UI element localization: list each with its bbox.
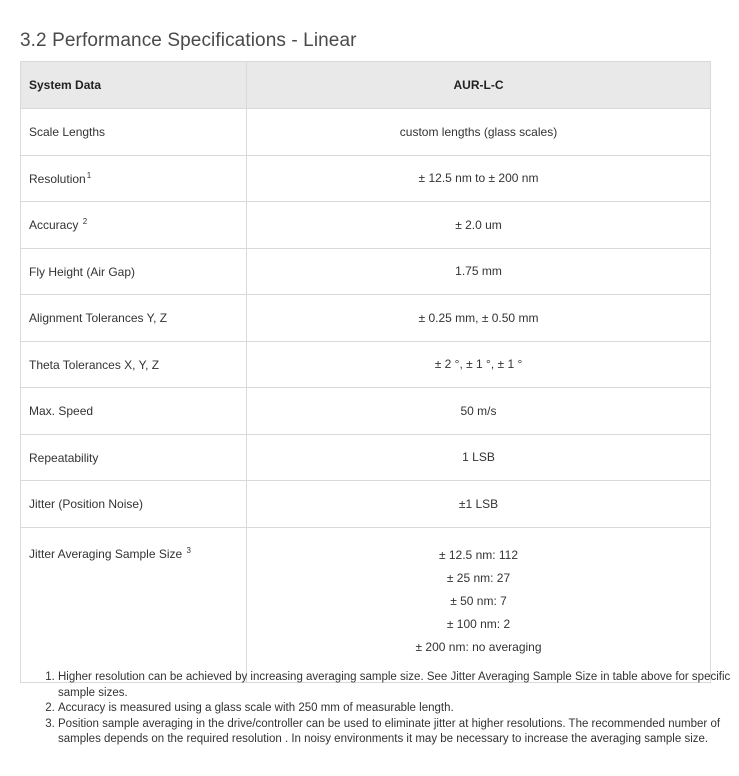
row-value: 50 m/s [247, 388, 711, 435]
footnote-ref: 1 [86, 170, 92, 180]
table-row [21, 434, 711, 481]
sample-size-entry: ± 25 nm: 27 [446, 570, 511, 585]
row-label: Scale Lengths [21, 109, 247, 156]
header-row [21, 62, 711, 109]
row-value: ± 12.5 nm to ± 200 nm [247, 155, 711, 202]
row-value: 1.75 mm [247, 248, 711, 295]
footnote-ref: 3 [186, 545, 191, 555]
table-row-jitter-averaging [21, 527, 711, 682]
table-row [21, 202, 711, 249]
sample-size-entry: ± 50 nm: 7 [450, 593, 507, 608]
table-row [21, 248, 711, 295]
footnote-ref: 2 [82, 217, 88, 227]
row-value: 1 LSB [247, 434, 711, 481]
row-value: ±1 LSB [247, 481, 711, 528]
footnotes-list [20, 670, 738, 748]
row-label: Resolution$^1$ [21, 155, 247, 202]
footnote: 2. Accuracy is measured using a glass scale with 250 mm of measurable length. [58, 701, 738, 717]
row-label: Accuracy $^2$ [21, 202, 247, 249]
footnote: 1. Higher resolution can be achieved by increasing averaging sample size. See Jitter Averaging Sample Size in table above for specific sample sizes. [58, 670, 738, 701]
header-system-data: System Data [21, 62, 247, 109]
sample-size-entry: ± 200 nm: no averaging [415, 639, 542, 654]
table-row [21, 109, 711, 156]
table-row [21, 295, 711, 342]
footnote: 3. Position sample averaging in the drive/controller can be used to eliminate jitter at higher resolutions. The recommended number of samples depends on the required resolution . In noisy environments it may be necessary to increase the averaging sample size. [58, 717, 738, 748]
table-row [21, 388, 711, 435]
spec-table [20, 61, 711, 683]
row-label: Alignment Tolerances Y, Z [21, 295, 247, 342]
header-model: AUR-L-C [247, 62, 711, 109]
sample-size-entry: ± 12.5 nm: 112 [438, 547, 519, 562]
row-label: Jitter Averaging Sample Size $^3$ [21, 527, 247, 682]
row-label: Repeatability [21, 434, 247, 481]
row-label: Jitter (Position Noise) [21, 481, 247, 528]
row-label: Max. Speed [21, 388, 247, 435]
row-value: custom lengths (glass scales) [247, 109, 711, 156]
table-row [21, 155, 711, 202]
table-row [21, 481, 711, 528]
row-value: ± 2.0 um [247, 202, 711, 249]
section-title: 3.2 Performance Specifications - Linear [20, 30, 357, 51]
row-label: Theta Tolerances X, Y, Z [21, 341, 247, 388]
row-label: Fly Height (Air Gap) [21, 248, 247, 295]
table-row [21, 341, 711, 388]
row-value-list [247, 527, 711, 682]
row-value: ± 0.25 mm, ± 0.50 mm [247, 295, 711, 342]
row-value: ± 2 °, ± 1 °, ± 1 ° [247, 341, 711, 388]
sample-size-entry: ± 100 nm: 2 [446, 616, 511, 631]
